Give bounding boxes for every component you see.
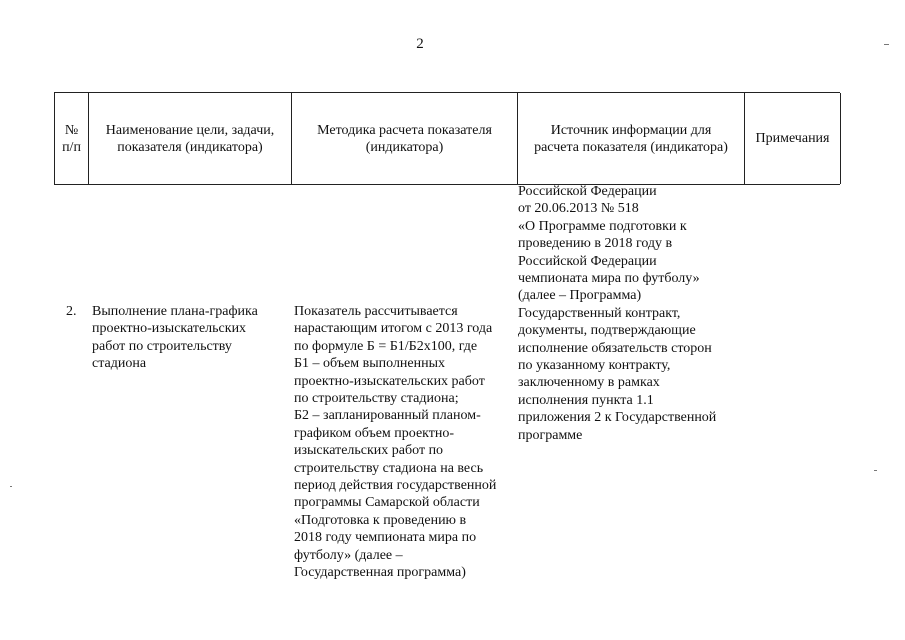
header-source: Источник информации для расчета показателя (индикатора) [518,93,745,184]
scan-mark [874,470,877,471]
header-number: № п/п [55,93,89,184]
row-calculation-method: Показатель рассчитывается нарастающим итогом с 2013 года по формуле Б = Б1/Б2х100, где Б1 – объем выполненных проектно-изыскательских работ по строительству стадиона; Б2 – запланированный планом- графиком объем проектно- изыскательских работ по строительству стадиона на весь период действия государственной программы Самарской области «Подготовка к проведению в 2018 году чемпионата мира по футболу» (далее – Государственная программа) [294,304,497,581]
indicator-table [54,92,840,605]
table-body [54,185,840,605]
page-number: 2 [416,36,424,52]
scan-mark [884,44,889,45]
row-number: 2. [66,304,77,319]
row-indicator-name: Выполнение плана-графика проектно-изыскательских работ по строительству стадиона [92,304,258,372]
scan-mark [10,486,12,487]
header-name: Наименование цели, задачи, показателя (индикатора) [89,93,292,184]
header-method: Методика расчета показателя (индикатора) [292,93,518,184]
table-header-row [54,92,840,185]
header-notes: Примечания [745,93,841,184]
row-source-text: Российской Федерации от 20.06.2013 № 518 «О Программе подготовки к проведению в 2018 году в Российской Федерации чемпионата мира по футболу» (далее – Программа) Государственный контракт, документы, подтверждающие исполнение обязательств сторон по указанному контракту, заключенному в рамках исполнения пункта 1.1 приложения 2 к Государственной программе [518,184,717,443]
